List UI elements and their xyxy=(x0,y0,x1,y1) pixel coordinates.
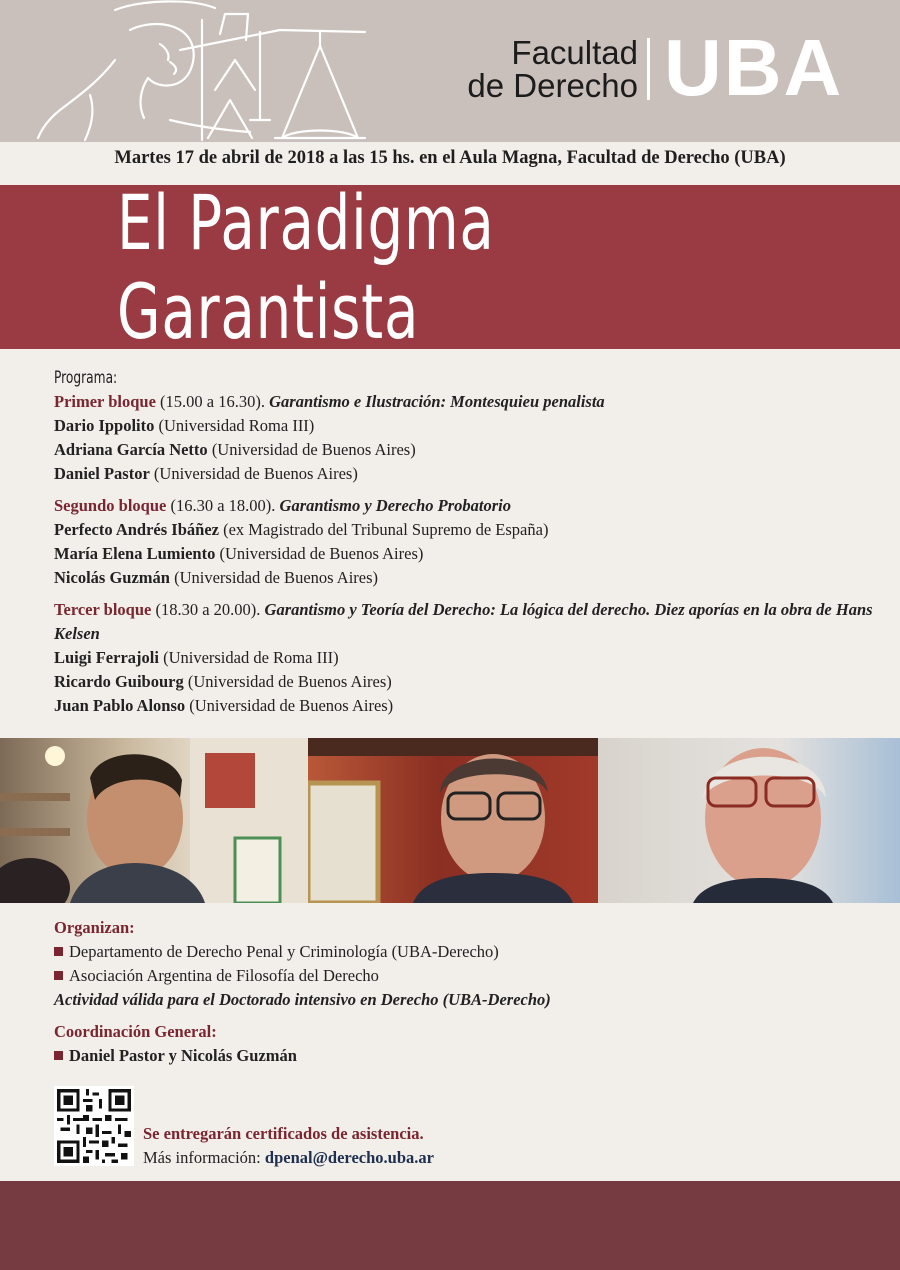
speaker-affiliation: (Universidad de Roma III) xyxy=(158,648,339,667)
speaker-name: Perfecto Andrés Ibáñez xyxy=(54,520,219,539)
qr-code-icon xyxy=(54,1086,134,1166)
speaker-name: Juan Pablo Alonso xyxy=(54,696,186,715)
justice-illustration-icon xyxy=(20,0,400,142)
event-title: El Paradigma Garantista xyxy=(117,178,495,356)
organizers-section xyxy=(54,916,874,1068)
coordination-item xyxy=(54,1044,874,1068)
speaker-affiliation: (Universidad de Buenos Aires) xyxy=(207,440,416,459)
program-block xyxy=(54,494,874,590)
program-block xyxy=(54,390,874,486)
speaker-affiliation: (ex Magistrado del Tribunal Supremo de España) xyxy=(218,520,549,539)
title-banner xyxy=(0,178,900,356)
speaker xyxy=(54,462,874,486)
facultad-line-2: de Derecho xyxy=(467,67,638,104)
header xyxy=(0,0,900,142)
more-info-label: Más información: xyxy=(143,1148,265,1167)
block-time: (18.30 a 20.00). xyxy=(151,600,265,619)
contact-email-link[interactable]: dpenal@derecho.uba.ar xyxy=(264,1148,434,1167)
block-theme: Garantismo e Ilustración: Montesquieu penalista xyxy=(269,392,605,411)
bullet-square-icon xyxy=(54,947,63,956)
speaker xyxy=(54,694,874,718)
speaker-photo-1 xyxy=(0,738,308,903)
speaker-name: Luigi Ferrajoli xyxy=(54,648,159,667)
speaker xyxy=(54,542,874,566)
block-name: Segundo bloque xyxy=(54,496,167,515)
block-theme: Garantismo y Derecho Probatorio xyxy=(279,496,512,515)
program-block xyxy=(54,598,874,718)
speaker-photo-3 xyxy=(598,738,900,903)
header-divider xyxy=(647,38,650,100)
organizer-item xyxy=(54,940,874,964)
more-info-line xyxy=(143,1146,434,1170)
block-name: Tercer bloque xyxy=(54,600,152,619)
block-time: (16.30 a 18.00). xyxy=(166,496,280,515)
speaker xyxy=(54,414,874,438)
speaker xyxy=(54,518,874,542)
speaker-name: Ricardo Guibourg xyxy=(54,672,184,691)
speaker-affiliation: (Universidad de Buenos Aires) xyxy=(185,696,394,715)
footer-band xyxy=(0,1181,900,1270)
speaker-affiliation: (Universidad de Buenos Aires) xyxy=(215,544,424,563)
speaker-affiliation: (Universidad de Buenos Aires) xyxy=(183,672,392,691)
speaker-affiliation: (Universidad de Buenos Aires) xyxy=(149,464,358,483)
speaker-name: Adriana García Netto xyxy=(54,440,208,459)
doctorate-note: Actividad válida para el Doctorado intensivo en Derecho (UBA-Derecho) xyxy=(54,990,551,1009)
bullet-square-icon xyxy=(54,1051,63,1060)
speaker xyxy=(54,438,874,462)
block-heading xyxy=(54,598,874,646)
speaker-name: Nicolás Guzmán xyxy=(54,568,170,587)
organizer-item xyxy=(54,964,874,988)
speaker-name: María Elena Lumiento xyxy=(54,544,216,563)
block-time: (15.00 a 16.30). xyxy=(155,392,270,411)
speaker-name: Dario Ippolito xyxy=(54,416,155,435)
speaker xyxy=(54,566,874,590)
speaker-name: Daniel Pastor xyxy=(54,464,150,483)
organizers-heading: Organizan: xyxy=(54,918,135,937)
block-theme: Garantismo y Teoría del Derecho: La lógica del derecho. Diez aporías en la obra de Hans Kelsen xyxy=(54,600,873,643)
speaker-photo-2 xyxy=(308,738,598,903)
event-dateline: Martes 17 de abril de 2018 a las 15 hs. en el Aula Magna, Facultad de Derecho (UBA) xyxy=(114,148,786,168)
certificate-note: Se entregarán certificados de asistencia. xyxy=(143,1124,424,1143)
speaker-affiliation: (Universidad Roma III) xyxy=(154,416,315,435)
facultad-line-1: Facultad xyxy=(511,34,638,71)
block-heading xyxy=(54,494,874,518)
organizer-text: Asociación Argentina de Filosofía del Derecho xyxy=(69,966,379,985)
program-section xyxy=(54,366,874,718)
block-name: Primer bloque xyxy=(54,392,156,411)
uba-logo: UBA xyxy=(664,23,844,112)
speaker xyxy=(54,670,874,694)
speaker-photo-strip xyxy=(0,738,900,903)
organizer-text: Departamento de Derecho Penal y Criminología (UBA-Derecho) xyxy=(69,942,499,961)
coordination-heading: Coordinación General: xyxy=(54,1022,217,1041)
block-heading xyxy=(54,390,874,414)
coordination-names: Daniel Pastor y Nicolás Guzmán xyxy=(69,1046,297,1065)
speaker xyxy=(54,646,874,670)
bullet-square-icon xyxy=(54,971,63,980)
facultad-de-derecho-label xyxy=(448,36,638,102)
speaker-affiliation: (Universidad de Buenos Aires) xyxy=(169,568,379,587)
certificate-info xyxy=(143,1122,434,1170)
program-label: Programa: xyxy=(54,368,118,388)
